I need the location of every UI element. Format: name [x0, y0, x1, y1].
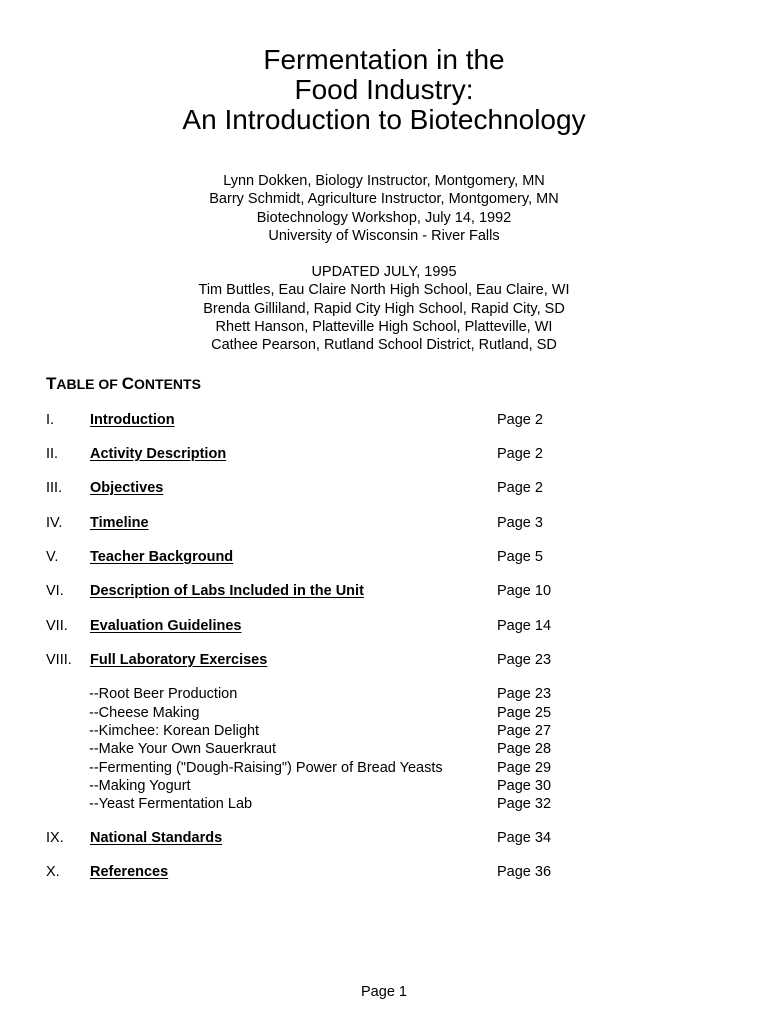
workshop-line: Biotechnology Workshop, July 14, 1992	[256, 209, 512, 226]
toc-entry-link[interactable]: References	[90, 864, 169, 880]
toc-subentry-label: --Making Yogurt	[89, 778, 191, 794]
toc-subentry-label: --Cheese Making	[89, 705, 200, 721]
title-line-1: Fermentation in the	[263, 44, 505, 75]
toc-entry-link[interactable]: Introduction	[90, 412, 175, 428]
toc-subentry-page: Page 25	[497, 705, 552, 721]
toc-entry	[0, 514, 768, 532]
toc-entry-link[interactable]: Full Laboratory Exercises	[90, 652, 268, 668]
toc-entry-link[interactable]: Description of Labs Included in the Unit	[90, 583, 364, 599]
toc-entry-page: Page 2	[497, 446, 543, 462]
toc-entry-number: III.	[46, 480, 63, 496]
toc-entry	[0, 479, 768, 497]
updater-line: Brenda Gilliland, Rapid City High School, Rapid City, SD	[203, 300, 565, 317]
author-credits	[0, 172, 768, 245]
toc-entry	[0, 411, 768, 429]
toc-subentry-page: Page 23	[497, 686, 552, 702]
author-line: Lynn Dokken, Biology Instructor, Montgomery, MN	[223, 173, 545, 189]
toc-subentry	[0, 795, 768, 813]
toc-entry-page: Page 2	[497, 480, 543, 496]
toc-entry	[0, 445, 768, 463]
toc-entry-number: V.	[46, 549, 59, 565]
toc-subentry-label: --Make Your Own Sauerkraut	[89, 741, 276, 757]
updater-line: Cathee Pearson, Rutland School District, Rutland, SD	[211, 337, 557, 354]
toc-entry-page: Page 23	[497, 652, 552, 668]
updater-line: Tim Buttles, Eau Claire North High School, Eau Claire, WI	[198, 282, 570, 299]
toc-subentry-page: Page 28	[497, 741, 552, 757]
toc-entry-link[interactable]: Evaluation Guidelines	[90, 618, 242, 634]
toc-entry-number: II.	[46, 446, 59, 462]
toc-entry-number: VII.	[46, 618, 68, 634]
toc-entry-link[interactable]: Timeline	[90, 515, 149, 531]
toc-entry-number: VI.	[46, 583, 64, 599]
toc-subentry	[0, 685, 768, 703]
toc-subentry-label: --Yeast Fermentation Lab	[89, 796, 253, 812]
toc-subentry	[0, 722, 768, 740]
toc-entry-page: Page 5	[497, 549, 543, 565]
updater-line: Rhett Hanson, Platteville High School, Platteville, WI	[215, 318, 553, 335]
toc-subentry	[0, 740, 768, 758]
toc-entry-link[interactable]: Activity Description	[90, 446, 227, 462]
toc-entry	[0, 829, 768, 847]
toc-entry-number: VIII.	[46, 652, 72, 668]
toc-entry	[0, 863, 768, 881]
toc-entry	[0, 617, 768, 635]
toc-entry-link[interactable]: National Standards	[90, 830, 223, 846]
toc-entry-link[interactable]: Teacher Background	[90, 549, 234, 565]
toc-entry-number: IV.	[46, 515, 63, 531]
toc-subentry-label: --Fermenting ("Dough-Raising") Power of Bread Yeasts	[89, 760, 443, 776]
toc-entry	[0, 548, 768, 566]
updated-heading: UPDATED JULY, 1995	[311, 264, 457, 280]
toc-subentry	[0, 759, 768, 777]
toc-entry-link[interactable]: Objectives	[90, 480, 164, 496]
toc-heading: TABLE OF CONTENTS	[46, 374, 201, 393]
toc-entry-page: Page 2	[497, 412, 543, 428]
toc-entry-number: X.	[46, 864, 60, 880]
toc-subentry-page: Page 30	[497, 778, 552, 794]
page-number-footer: Page 1	[361, 984, 407, 1000]
author-line: Barry Schmidt, Agriculture Instructor, Montgomery, MN	[209, 191, 559, 208]
toc-entry-page: Page 14	[497, 618, 552, 634]
toc-entry-page: Page 3	[497, 515, 543, 531]
toc-subentry-page: Page 29	[497, 760, 552, 776]
toc-entry-number: I.	[46, 412, 55, 428]
toc-subentry-page: Page 32	[497, 796, 552, 812]
document-title	[0, 46, 768, 134]
toc-subentry-label: --Kimchee: Korean Delight	[89, 723, 260, 739]
toc-subentry-page: Page 27	[497, 723, 552, 739]
toc-entry-page: Page 10	[497, 583, 552, 599]
toc-entry-page: Page 36	[497, 864, 552, 880]
toc-entry-page: Page 34	[497, 830, 552, 846]
toc-entry	[0, 651, 768, 669]
title-line-3: An Introduction to Biotechnology	[182, 104, 586, 135]
title-line-2: Food Industry:	[294, 74, 474, 105]
toc-subentry-label: --Root Beer Production	[89, 686, 238, 702]
toc-subentry	[0, 777, 768, 795]
toc-entry	[0, 582, 768, 600]
toc-entry-number: IX.	[46, 830, 64, 846]
update-credits	[0, 263, 768, 354]
institution-line: University of Wisconsin - River Falls	[268, 227, 500, 244]
toc-subentry	[0, 704, 768, 722]
